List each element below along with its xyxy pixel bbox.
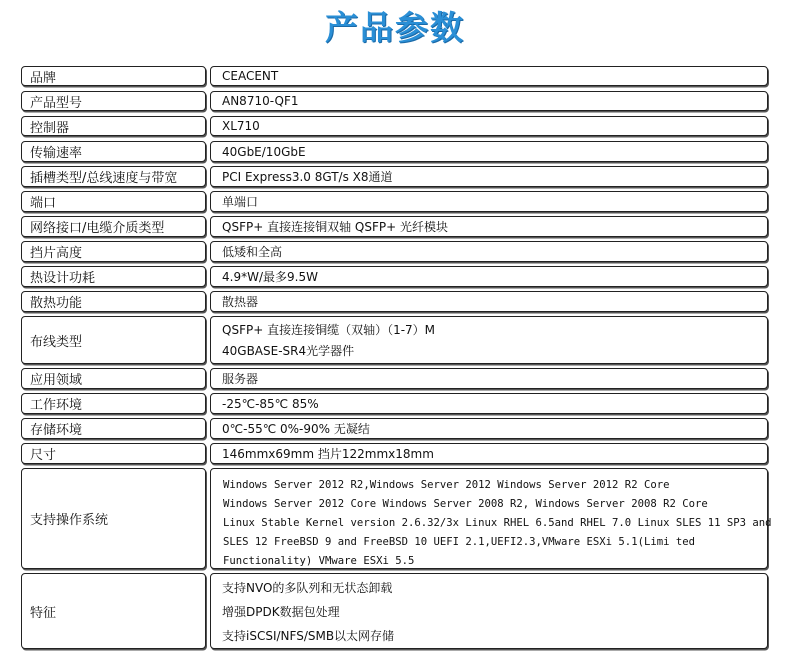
spec-value-cell [210, 241, 768, 262]
spec-label-cell [21, 418, 206, 439]
spec-row-controller [21, 116, 768, 136]
spec-label-cell [21, 468, 206, 569]
spec-value-cell [210, 573, 768, 649]
spec-value: QSFP+ 直接连接铜双轴 QSFP+ 光纤模块 [222, 220, 448, 234]
spec-row-port [21, 191, 768, 212]
spec-label-cell [21, 116, 206, 136]
spec-value-line: 支持NVO的多队列和无状态卸载 [222, 580, 393, 595]
spec-value-line: 增强DPDK数据包处理 [222, 604, 340, 619]
spec-label: 应用领域 [30, 373, 83, 388]
spec-value-line: Linux Stable Kernel version 2.6.32/3x Linux RHEL 6.5and RHEL 7.0 Linux SLES 11 SP3 and [223, 517, 772, 529]
spec-value-cell [210, 393, 768, 414]
spec-value: 服务器 [222, 372, 259, 386]
spec-value: 散热器 [222, 295, 259, 309]
spec-value-cell [210, 368, 768, 389]
spec-value-cell [210, 216, 768, 237]
spec-value-cell [210, 468, 772, 569]
spec-value-cell [210, 191, 768, 212]
spec-value: 低矮和全高 [222, 245, 283, 259]
spec-value: 40GbE/10GbE [222, 144, 306, 159]
spec-label: 散热功能 [30, 296, 83, 311]
spec-row-bracket [21, 241, 768, 262]
spec-label-cell [21, 166, 206, 187]
spec-label: 特征 [30, 605, 57, 621]
spec-value-cell [210, 443, 768, 464]
spec-value: XL710 [222, 119, 260, 133]
spec-value-line: Windows Server 2012 Core Windows Server 2008 R2, Windows Server 2008 R2 Core [223, 498, 708, 510]
spec-label-cell [21, 291, 206, 312]
spec-value-line: QSFP+ 直接连接铜缆（双轴）（1-7）M [222, 323, 436, 337]
spec-row-dimensions [21, 443, 768, 464]
spec-label: 尺寸 [30, 448, 57, 463]
spec-label: 网络接口/电缆介质类型 [30, 221, 165, 236]
spec-row-interface [21, 216, 768, 237]
spec-label: 挡片高度 [30, 246, 83, 261]
spec-label-cell [21, 216, 206, 237]
spec-value-cell [210, 166, 768, 187]
page-title: 产品参数 [325, 8, 465, 47]
spec-value: -25℃-85℃ 85% [222, 396, 319, 411]
spec-value-cell [210, 266, 768, 287]
spec-value: PCI Express3.0 8GT/s X8通道 [222, 170, 393, 184]
spec-label-cell [21, 393, 206, 414]
spec-row-application [21, 368, 768, 389]
spec-label-cell [21, 368, 206, 389]
spec-label: 热设计功耗 [30, 271, 96, 286]
spec-label: 工作环境 [30, 398, 83, 413]
spec-label: 控制器 [30, 120, 70, 136]
spec-value-cell [210, 291, 768, 312]
spec-value: 单端口 [222, 195, 259, 209]
spec-row-model [21, 91, 768, 111]
spec-row-cooling [21, 291, 768, 312]
spec-value-cell [210, 116, 768, 136]
spec-label-cell [21, 91, 206, 111]
spec-row-operating-env [21, 393, 768, 414]
spec-value-line: 40GBASE-SR4光学器件 [222, 344, 355, 358]
spec-label-cell [21, 316, 206, 364]
spec-row-slot [21, 166, 768, 187]
spec-label-cell [21, 141, 206, 162]
spec-label-cell [21, 191, 206, 212]
spec-label: 品牌 [30, 70, 57, 86]
spec-label: 传输速率 [30, 146, 83, 161]
spec-value-cell [210, 66, 768, 86]
spec-value: CEACENT [222, 69, 279, 83]
spec-label-cell [21, 443, 206, 464]
spec-value: AN8710-QF1 [222, 94, 299, 108]
spec-value-cell [210, 91, 768, 111]
spec-row-cabling [21, 316, 768, 364]
spec-label-cell [21, 241, 206, 262]
spec-row-tdp [21, 266, 768, 287]
spec-value: 146mmx69mm 挡片122mmx18mm [222, 447, 434, 461]
spec-label: 插槽类型/总线速度与带宽 [30, 171, 178, 186]
spec-label: 端口 [30, 196, 57, 211]
spec-value-cell [210, 418, 768, 439]
spec-value: 0℃-55℃ 0%-90% 无凝结 [222, 422, 370, 436]
spec-value: 4.9*W/最多9.5W [222, 270, 318, 284]
spec-row-speed [21, 141, 768, 162]
spec-label-cell [21, 573, 206, 649]
spec-row-storage-env [21, 418, 768, 439]
spec-value-cell [210, 141, 768, 162]
spec-value-line: Functionality) VMware ESXi 5.5 [223, 555, 415, 567]
spec-value-cell [210, 316, 768, 364]
spec-row-features [21, 573, 768, 649]
spec-value-line: 支持iSCSI/NFS/SMB以太网存储 [222, 628, 395, 643]
spec-row-os-support [21, 468, 772, 569]
spec-label: 产品型号 [30, 95, 83, 111]
spec-row-brand [21, 66, 768, 86]
spec-value-line: Windows Server 2012 R2,Windows Server 2012 Windows Server 2012 R2 Core [223, 479, 670, 491]
spec-label: 支持操作系统 [30, 513, 109, 528]
spec-label-cell [21, 266, 206, 287]
spec-label: 布线类型 [30, 334, 83, 350]
spec-label: 存储环境 [30, 423, 83, 438]
spec-value-line: SLES 12 FreeBSD 9 and FreeBSD 10 UEFI 2.1,UEFI2.3,VMware ESXi 5.1(Limi ted [223, 536, 695, 548]
spec-label-cell [21, 66, 206, 86]
